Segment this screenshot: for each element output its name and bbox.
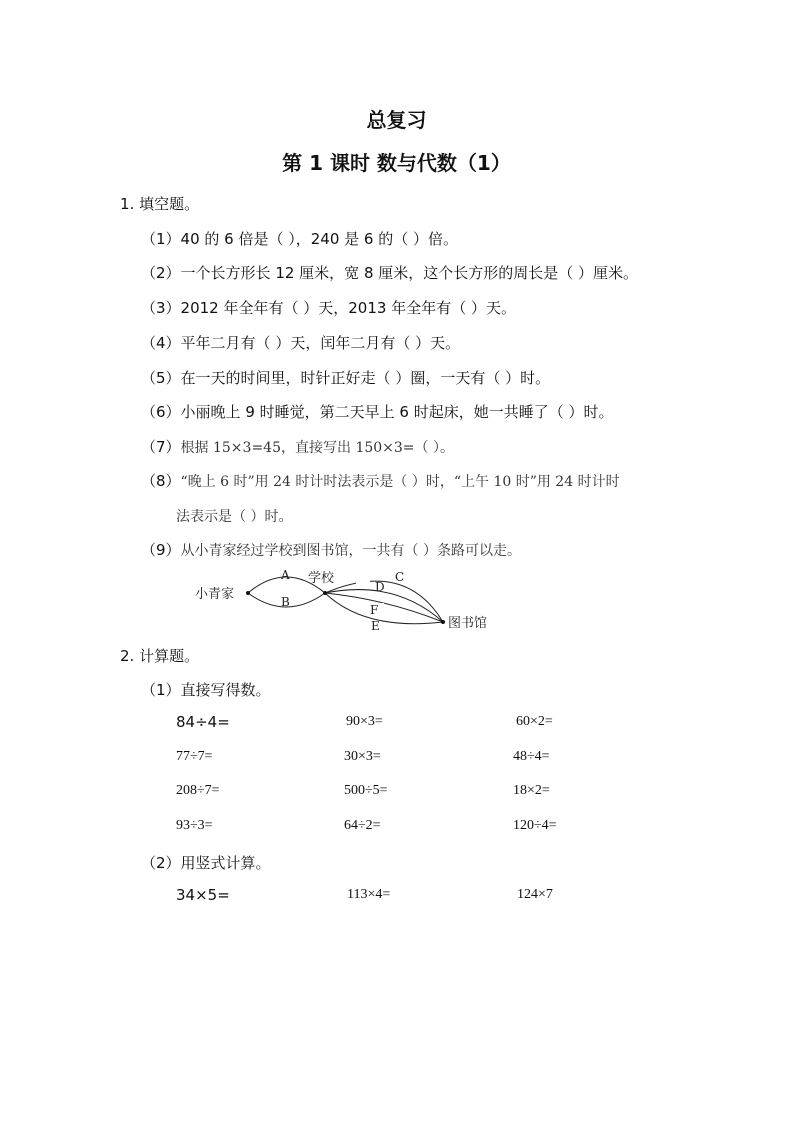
question-text: 2012 年全年有（ ）天，2013 年全年有（ ）天。 [180,299,516,317]
question-text: 根据 15×3=45，直接写出 150×3=（ ）。 [180,440,454,456]
question-text: 在一天的时间里，时针正好走（ ）圈，一天有（ ）时。 [180,369,551,387]
calc-item: 500÷5= [344,783,388,798]
question-text: 平年二月有（ ）天，闰年二月有（ ）天。 [180,334,461,352]
calc-item: 93÷3= [176,818,213,833]
calc-part1-label: （1）直接写得数。 [141,681,271,699]
route-label-d: D [375,580,385,594]
question-8-continued: 法表示是（ ）时。 [176,509,293,525]
calc-item: 208÷7= [176,783,220,798]
question-number: （4） [141,334,181,352]
question-3 [141,297,516,318]
calc-item: 120÷4= [513,818,557,833]
question-number: （2） [141,264,181,282]
calc-item: 48÷4= [513,749,550,764]
question-number: （5） [141,369,181,387]
home-dot [246,591,250,595]
question-number: （8） [141,472,181,490]
library-label: 图书馆 [448,616,488,631]
calc-part2-label: （2）用竖式计算。 [141,854,271,872]
school-dot [323,591,327,595]
question-text: 一个长方形长 12 厘米，宽 8 厘米，这个长方形的周长是（ ）厘米。 [180,264,639,282]
question-4 [141,332,460,353]
calc-item: 18×2= [513,783,550,798]
calc-item: 64÷2= [344,818,381,833]
library-dot [441,620,445,624]
page-title: 总复习 [366,108,427,132]
calc-item: 60×2= [516,714,553,729]
route-label-f: F [370,603,379,617]
question-text: 小丽晚上 9 时睡觉，第二天早上 6 时起床，她一共睡了（ ）时。 [180,403,614,421]
question-text: 从小青家经过学校到图书馆，一共有（ ）条路可以走。 [180,543,521,559]
question-5 [141,367,550,388]
question-text: 40 的 6 倍是（ ），240 是 6 的（ ）倍。 [180,230,458,248]
calc-item: 77÷7= [176,749,213,764]
calc-item: 90×3= [346,714,383,729]
question-number: （9） [141,541,181,559]
question-number: （3） [141,299,181,317]
calc-item: 30×3= [344,749,381,764]
route-label-a: A [281,568,290,582]
section2-heading: 2. 计算题。 [120,647,200,665]
route-diagram [190,565,510,640]
question-number: （7） [141,438,181,456]
question-text: “晚上 6 时”用 24 时计时法表示是（ ）时，“上午 10 时”用 24 时计时 [180,474,620,490]
calc-item: 84÷4= [176,713,230,731]
vertical-calc-item: 124×7 [517,887,553,902]
question-2 [141,262,638,283]
route-label-c: C [395,570,405,584]
question-1 [141,228,458,249]
question-number: （1） [141,230,181,248]
route-label-e: E [371,619,380,633]
question-8 [141,470,620,491]
home-label: 小青家 [195,587,235,602]
question-9 [141,539,521,560]
question-6 [141,401,613,422]
vertical-calc-item: 34×5= [176,886,230,904]
route-label-b: B [281,595,290,609]
vertical-calc-item: 113×4= [347,887,391,902]
school-label: 学校 [308,571,335,586]
question-7 [141,436,454,457]
question-number: （6） [141,403,181,421]
section1-heading: 1. 填空题。 [120,195,200,213]
lesson-subtitle: 第 1 课时 数与代数（1） [282,151,511,175]
